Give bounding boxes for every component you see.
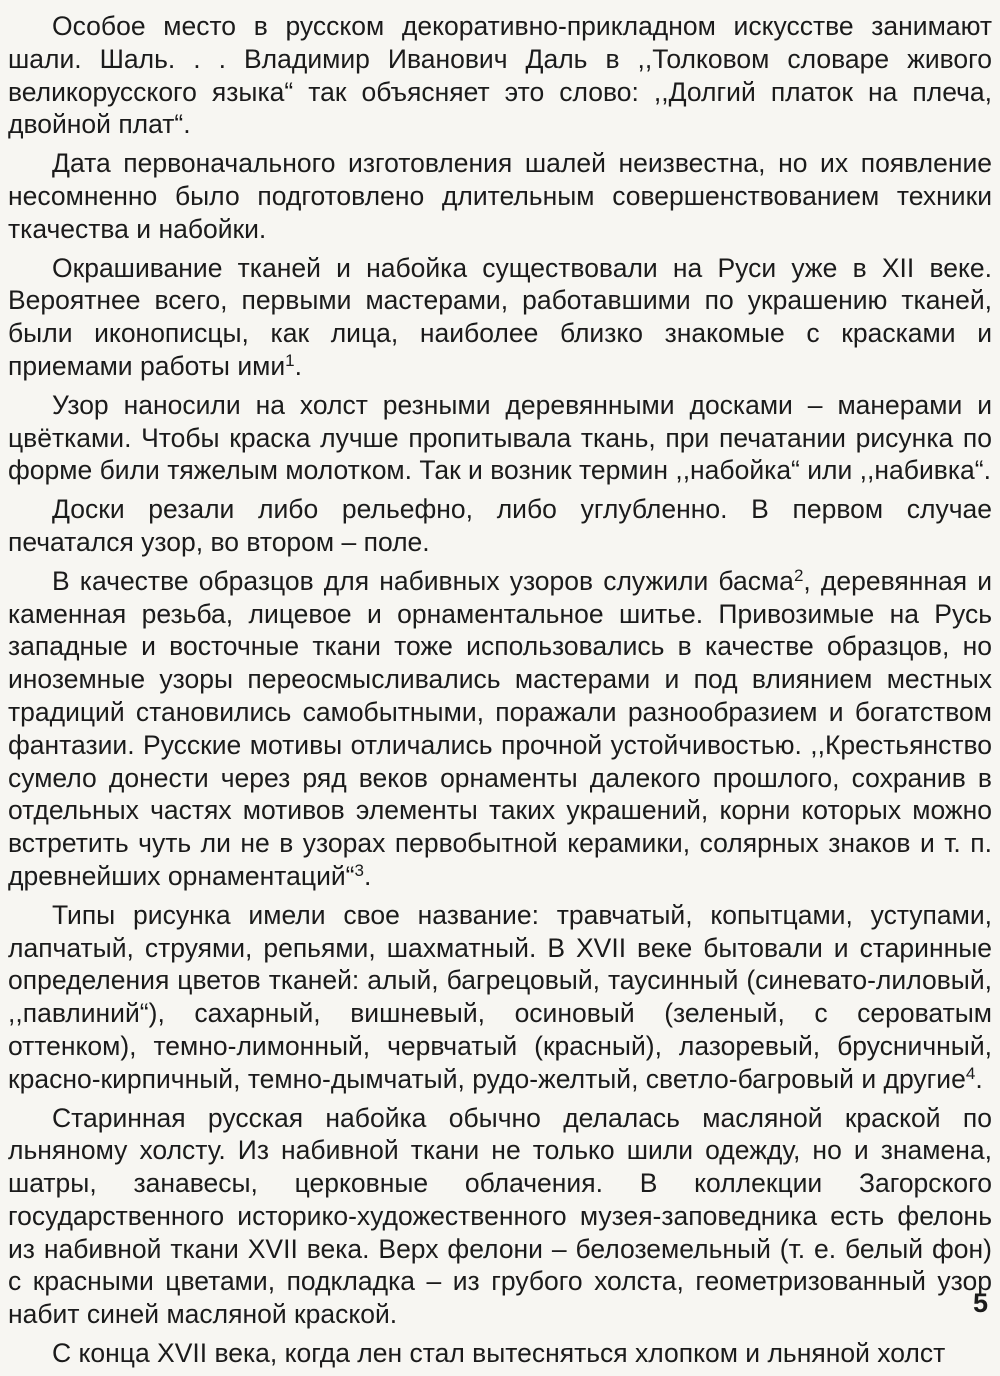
paragraph-4: Узор наносили на холст резными деревянными досками – манерами и цвётками. Чтобы краска лучше пропитывала ткань, при печатании рисунка по форме били тяжелым молотком. Так и возник термин ,,набойка“ или ,,набивка“. bbox=[8, 389, 992, 486]
page-text bbox=[8, 10, 992, 1376]
footnote-mark: 4 bbox=[965, 1063, 976, 1083]
page-number: 5 bbox=[972, 1288, 988, 1318]
paragraph-1: Особое место в русском декоративно-прикладном искусстве занимают шали. Шаль. . . Владимир Иванович Даль в ,,Толковом словаре живого великорусского языка“ так объясняет это слово: ,,Долгий платок на плеча, двойной плат“. bbox=[8, 11, 992, 140]
paragraph-6: В качестве образцов для набивных узоров служили басма$^2$, деревянная и каменная резьба, лицевое и орнаментальное шитье. Привозимые на Русь западные и восточные ткани тоже использовались в качестве образцов, но иноземные узоры переосмысливались мастерами и под влиянием местных традиций становились самобытными, поражали разнообразием и богатством фантазии. Русские мотивы отличались прочной устойчивостью. ,,Крестьянство сумело донести через ряд веков орнаменты далекого прошлого, сохранив в отдельных частях мотивов элементы таких украшений, корни которых можно встретить чуть ли не в узорах первобытной керамики, солярных знаков и т. п. древнейших орнаментаций“$^3$. bbox=[8, 565, 992, 891]
footnote-mark: 1 bbox=[285, 350, 295, 370]
paragraph-5: Доски резали либо рельефно, либо углубленно. В первом случае печатался узор, во втором – поле. bbox=[8, 494, 992, 557]
paragraph-8: Старинная русская набойка обычно делалась масляной краской по льняному холсту. Из набивной ткани не только шили одежду, но и знамена, шатры, занавесы, церковные облачения. В коллекции Загорского государственного историко-художественного музея-заповедника есть фелонь из набивной ткани XVII века. Верх фелони – белоземельный (т. е. белый фон) с красными цветами, подкладка – из грубого холста, геометризованный узор набит синей масляной краской. bbox=[8, 1102, 992, 1330]
paragraph-2: Дата первоначального изготовления шалей неизвестна, но их появление несомненно было подготовлено длительным совершенствованием техники ткачества и набойки. bbox=[8, 148, 992, 244]
paragraph-9: С конца XVII века, когда лен стал вытесняться хлопком и льняной холст bbox=[52, 1338, 946, 1369]
paragraph-3: Окрашивание тканей и набойка существовали на Руси уже в XII веке. Вероятнее всего, первыми мастерами, работавшими по украшению тканей, были иконописцы, как лица, наиболее близко знакомые с красками и приемами работы ими$^1$. bbox=[8, 252, 992, 381]
footnote-mark: 3 bbox=[354, 860, 364, 880]
footnote-mark: 2 bbox=[793, 565, 804, 585]
paragraph-7: Типы рисунка имели свое название: травчатый, копытцами, уступами, лапчатый, струями, репьями, шахматный. В XVII веке бытовали и старинные определения цветов тканей: алый, багрецовый, таусинный (синевато-лиловый, ,,павлиний“), сахарный, вишневый, осиновый (зеленый, с сероватым оттенком), темно-лимонный, червчатый (красный), лазоревый, брусничный, красно-кирпичный, темно-дымчатый, рудо-желтый, светло-багровый и другие$^4$. bbox=[8, 899, 992, 1094]
